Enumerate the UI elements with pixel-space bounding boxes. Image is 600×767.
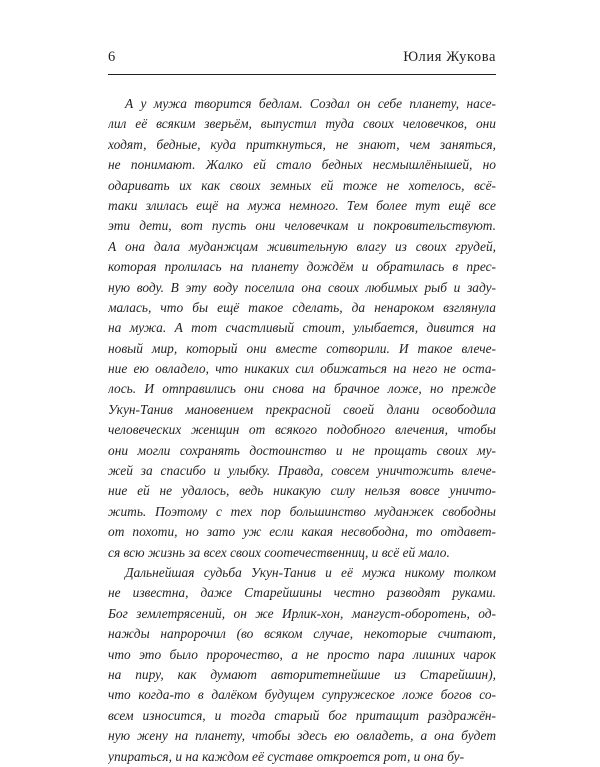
- text-line: А она дала муданжцам живительную влагу из своих грудей,: [108, 238, 496, 254]
- text-line: от похоти, но зато уж если какая несвободна, то отдавет-: [108, 524, 496, 540]
- text-line: на мужа. А тот счастливый стоит, улыбается, дивится на: [108, 320, 496, 336]
- text-line: что это было пророчество, а не просто пара лишних чарок: [108, 646, 496, 662]
- text-line: нажды напророчил (во всяком случае, некоторые считают,: [108, 626, 496, 642]
- body-text: [108, 94, 496, 767]
- text-line: ную воду. В эту воду поселила она своих любимых рыб и заду-: [108, 279, 496, 295]
- text-line: ходят, бедные, куда приткнуться, не знают, чем заняться,: [108, 136, 496, 152]
- text-line: А у мужа творится бедлам. Создал он себе планету, насе-: [125, 96, 496, 111]
- text-line: жить. Поэтому с тех пор большинство муданжек свободны: [108, 503, 496, 519]
- text-line: упираться, и на каждом её суставе откроется рот, и она бу-: [108, 748, 465, 764]
- page-number: 6: [108, 49, 116, 65]
- text-line: одаривать их как своих земных ей тоже не хотелось, всё-: [108, 177, 496, 193]
- text-line: Бог землетрясений, он же Ирлик-хон, мангуст-оборотень, од-: [108, 605, 496, 621]
- text-line: лил её всяким зверьём, выпустил туда своих человечков, они: [108, 116, 496, 132]
- text-line: Дальнейшая судьба Укун-Танив и её мужа никому толком: [125, 564, 496, 580]
- text-line: ся всю жизнь за всех своих соотечественниц, и всё ей мало.: [108, 544, 450, 560]
- text-line: ную жену на планету, чтобы здесь ею овладеть, а она будет: [108, 728, 496, 744]
- text-line: ние ею овладело, что никаких сил обижаться на него не оста-: [108, 361, 496, 377]
- page-header: [108, 49, 496, 69]
- text-line: не понимают. Жалко ей стало бедных несмышлёнышей, но: [108, 157, 496, 173]
- text-line: всем износится, и тогда старый бог притащит раздражён-: [108, 707, 496, 723]
- text-line: Укун-Танив мановением прекрасной своей длани освободила: [108, 401, 496, 417]
- text-line: лось. И отправились они снова на брачное ложе, но прежде: [108, 381, 496, 397]
- text-line: которая пролилась на планету дождём и обратилась в прес-: [108, 259, 496, 275]
- paragraph: [108, 563, 496, 767]
- text-line: ние ей не удалось, ведь никакую силу нельзя вовсе уничто-: [108, 483, 496, 499]
- text-line: жей за спасибо и улыбку. Правда, совсем уничтожить влече-: [108, 463, 496, 479]
- paragraph: [108, 94, 496, 563]
- text-line: на пиру, как думают авторитетнейшие из Старейшин),: [108, 666, 496, 682]
- text-line: эти дети, вот пусть они человечкам и покровительствуют.: [108, 218, 496, 234]
- header-rule: [108, 74, 496, 75]
- text-line: что когда-то в далёком будущем супружеское ложе богов со-: [108, 687, 496, 703]
- text-line: человеческих женщин от всякого подобного влечения, чтобы: [108, 422, 496, 438]
- text-line: малась, что бы ещё такое сделать, да ненароком взглянула: [108, 299, 496, 315]
- text-line: таки злилась ещё на мужа немного. Тем более тут ещё все: [108, 197, 496, 213]
- text-line: не известна, даже Старейшины честно разводят руками.: [108, 585, 496, 601]
- text-line: новый мир, который они вместе сотворили. И такое влече-: [108, 340, 496, 356]
- text-line: они могли сохранять достоинство и не прощать своих му-: [108, 442, 496, 458]
- running-head-author: Юлия Жукова: [403, 49, 496, 65]
